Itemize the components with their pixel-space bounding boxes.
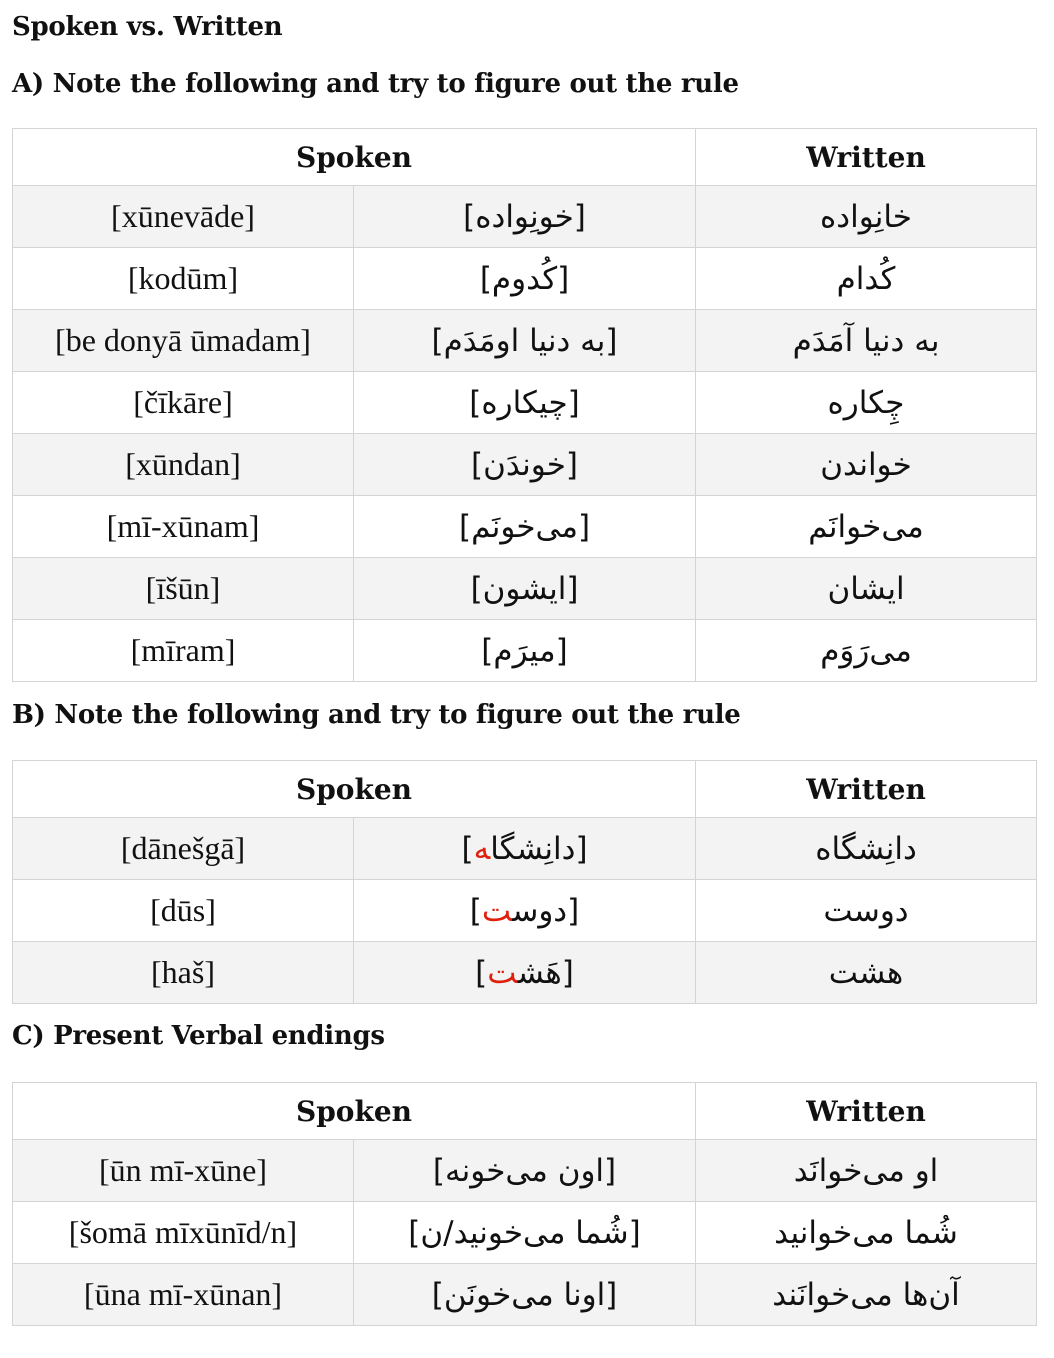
transliteration-cell: [kodūm]	[13, 248, 354, 310]
transliteration-cell: [haš]	[13, 942, 354, 1004]
section-b-heading: B) Note the following and try to figure out the rule	[12, 700, 741, 730]
spoken-persian-cell: [اون می‌خونه]	[354, 1140, 696, 1202]
spoken-persian-cell: [میرَم]	[354, 620, 696, 682]
spoken-persian-cell: [کُدوم]	[354, 248, 696, 310]
spoken-persian-cell: [ایشون]	[354, 558, 696, 620]
written-persian-cell: آن‌ها می‌خوانَند	[696, 1264, 1037, 1326]
transliteration-cell: [ūna mī-xūnan]	[13, 1264, 354, 1326]
spoken-persian-cell: [دوس‍‍ت]	[354, 880, 696, 942]
transliteration-cell: [be donyā ūmadam]	[13, 310, 354, 372]
table-row	[13, 558, 1037, 620]
spoken-persian-cell: [چیکاره]	[354, 372, 696, 434]
table-row	[13, 310, 1037, 372]
written-persian-cell: خواندن	[696, 434, 1037, 496]
table-row	[13, 1140, 1037, 1202]
written-persian-cell: شُما می‌خوانید	[696, 1202, 1037, 1264]
written-persian-cell: به دنیا آمَدَم	[696, 310, 1037, 372]
spoken-persian-cell: [خونِواده]	[354, 186, 696, 248]
spoken-column-header: Spoken	[13, 129, 696, 186]
spoken-persian-cell: [دانِشگا‍‍ه]	[354, 818, 696, 880]
written-persian-cell: دانِشگاه	[696, 818, 1037, 880]
written-persian-cell: می‌خوانَم	[696, 496, 1037, 558]
transliteration-cell: [dūs]	[13, 880, 354, 942]
table-row	[13, 496, 1037, 558]
table-row	[13, 1264, 1037, 1326]
spoken-persian-cell: [شُما می‌خونید/ن]	[354, 1202, 696, 1264]
transliteration-cell: [dānešgā]	[13, 818, 354, 880]
table-row	[13, 818, 1037, 880]
highlighted-letter: ‍ت	[481, 892, 513, 929]
written-persian-cell: او می‌خوانَد	[696, 1140, 1037, 1202]
table-row	[13, 1202, 1037, 1264]
spoken-persian-cell: [اونا می‌خونَن]	[354, 1264, 696, 1326]
section-c-heading: C) Present Verbal endings	[12, 1021, 385, 1051]
written-column-header: Written	[696, 761, 1037, 818]
transliteration-cell: [īšūn]	[13, 558, 354, 620]
table-row	[13, 372, 1037, 434]
written-persian-cell: خانِواده	[696, 186, 1037, 248]
transliteration-cell: [čīkāre]	[13, 372, 354, 434]
transliteration-cell: [xūndan]	[13, 434, 354, 496]
table-row	[13, 942, 1037, 1004]
spoken-persian-cell: [هَش‍‍ت]	[354, 942, 696, 1004]
section-a-heading: A) Note the following and try to figure out the rule	[12, 69, 739, 99]
written-persian-cell: دوست	[696, 880, 1037, 942]
spoken-column-header: Spoken	[13, 1083, 696, 1140]
section-a-table	[12, 128, 1037, 682]
section-b-table	[12, 760, 1037, 1004]
highlighted-letter: ‍ه	[473, 830, 491, 867]
written-persian-cell: چِکاره	[696, 372, 1037, 434]
transliteration-cell: [mī-xūnam]	[13, 496, 354, 558]
transliteration-cell: [ūn mī-xūne]	[13, 1140, 354, 1202]
transliteration-cell: [xūnevāde]	[13, 186, 354, 248]
spoken-column-header: Spoken	[13, 761, 696, 818]
written-persian-cell: می‌رَوَم	[696, 620, 1037, 682]
spoken-persian-cell: [خوندَن]	[354, 434, 696, 496]
table-row	[13, 248, 1037, 310]
table-row	[13, 186, 1037, 248]
table-row	[13, 620, 1037, 682]
written-persian-cell: ایشان	[696, 558, 1037, 620]
written-persian-cell: کُدام	[696, 248, 1037, 310]
transliteration-cell: [šomā mīxūnīd/n]	[13, 1202, 354, 1264]
written-persian-cell: هشت	[696, 942, 1037, 1004]
page-title: Spoken vs. Written	[12, 12, 283, 42]
written-column-header: Written	[696, 129, 1037, 186]
highlighted-letter: ‍ت	[487, 954, 518, 991]
table-row	[13, 434, 1037, 496]
spoken-persian-cell: [می‌خونَم]	[354, 496, 696, 558]
spoken-persian-cell: [به دنیا اومَدَم]	[354, 310, 696, 372]
section-c-table	[12, 1082, 1037, 1326]
table-row	[13, 880, 1037, 942]
transliteration-cell: [mīram]	[13, 620, 354, 682]
written-column-header: Written	[696, 1083, 1037, 1140]
